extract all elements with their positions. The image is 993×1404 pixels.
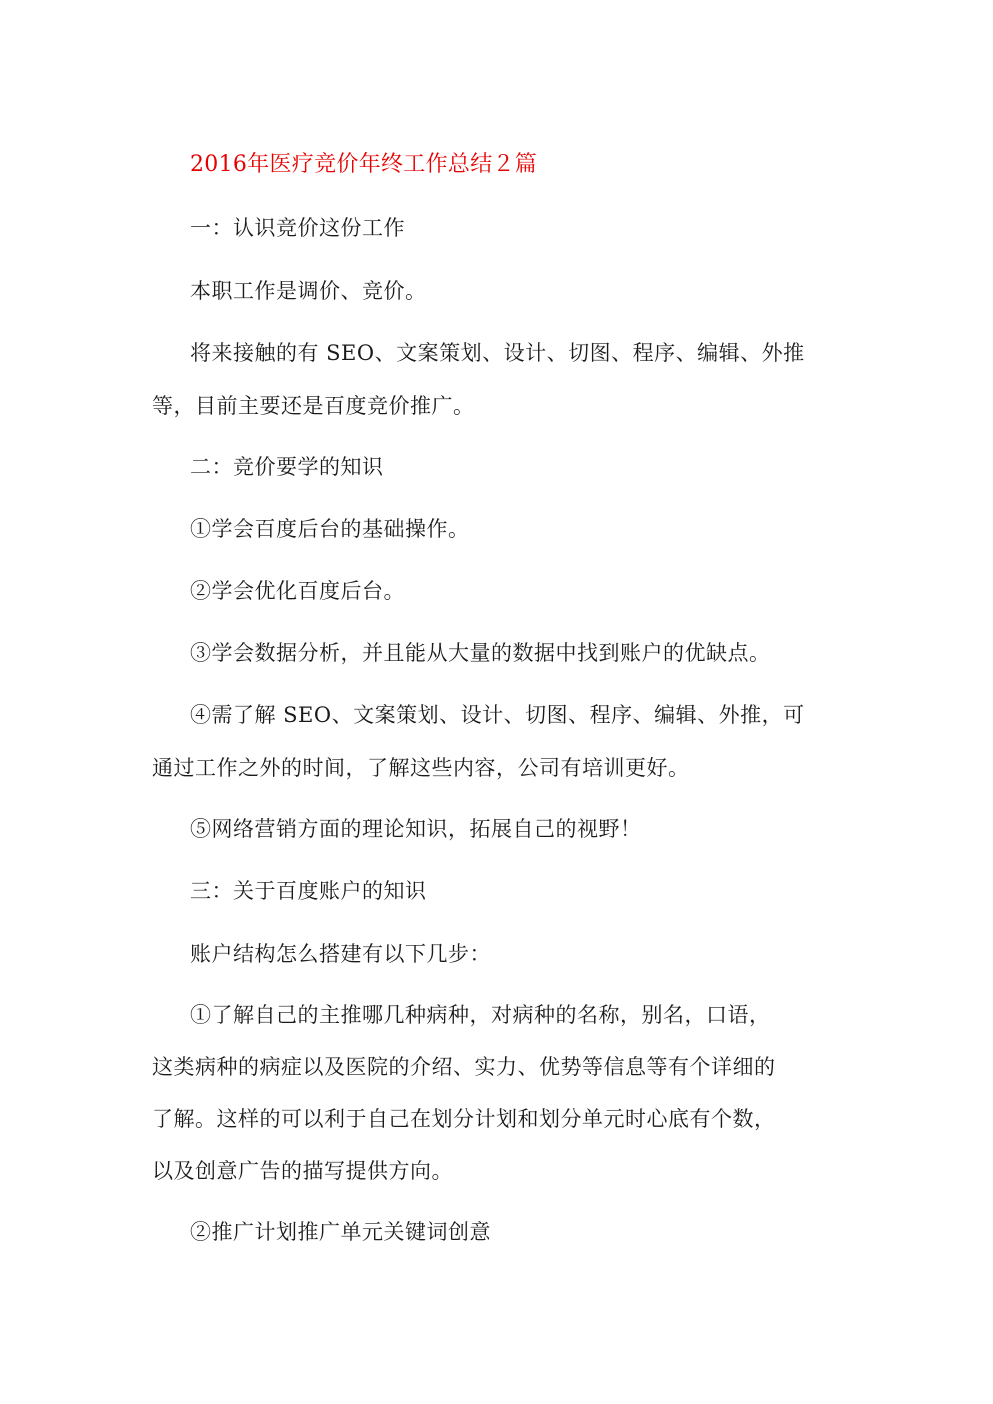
document-title: 2016年医疗竞价年终工作总结２篇 xyxy=(190,152,538,177)
list-item-5: ⑤网络营销方面的理论知识，拓展自己的视野！ xyxy=(190,817,642,841)
section-heading-2: 二：竞价要学的知识 xyxy=(190,455,384,479)
section-heading-3: 三：关于百度账户的知识 xyxy=(190,879,427,903)
step-2: ②推广计划推广单元关键词创意 xyxy=(190,1220,491,1244)
paragraph-future-line-2: 等，目前主要还是百度竞价推广。 xyxy=(152,394,475,418)
step-1-line-4: 以及创意广告的描写提供方向。 xyxy=(152,1159,453,1183)
section-heading-1: 一：认识竞价这份工作 xyxy=(190,216,405,240)
step-1-line-3: 了解。这样的可以利于自己在划分计划和划分单元时心底有个数， xyxy=(152,1107,776,1131)
list-item-4-line-2: 通过工作之外的时间，了解这些内容，公司有培训更好。 xyxy=(152,756,690,780)
list-item-3: ③学会数据分析，并且能从大量的数据中找到账户的优缺点。 xyxy=(190,641,771,665)
step-1-line-1: ①了解自己的主推哪几种病种，对病种的名称，别名，口语， xyxy=(190,1003,771,1027)
paragraph-account-intro: 账户结构怎么搭建有以下几步： xyxy=(190,942,491,966)
list-item-4-line-1: ④需了解 SEO、文案策划、设计、切图、程序、编辑、外推，可 xyxy=(190,703,805,727)
paragraph-duties: 本职工作是调价、竞价。 xyxy=(190,279,427,303)
step-1-line-2: 这类病种的病症以及医院的介绍、实力、优势等信息等有个详细的 xyxy=(152,1055,776,1079)
paragraph-future-line-1: 将来接触的有 SEO、文案策划、设计、切图、程序、编辑、外推 xyxy=(190,341,805,365)
list-item-2: ②学会优化百度后台。 xyxy=(190,579,405,603)
list-item-1: ①学会百度后台的基础操作。 xyxy=(190,517,470,541)
